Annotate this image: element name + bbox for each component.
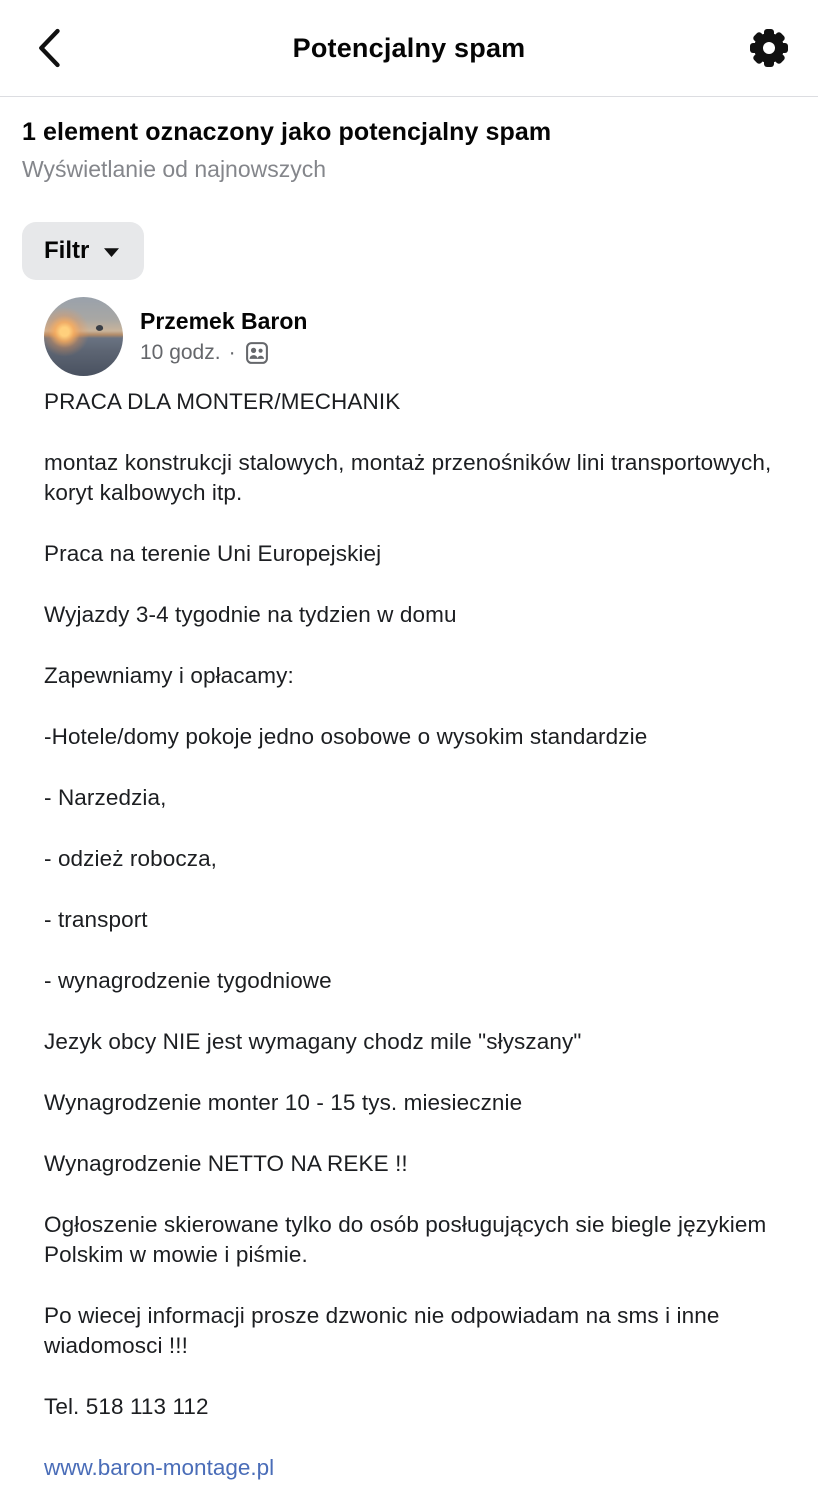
avatar[interactable] <box>44 297 123 376</box>
post-paragraph: Zapewniamy i opłacamy: <box>44 663 294 688</box>
post-paragraph: - odzież robocza, <box>44 846 218 871</box>
filter-button[interactable] <box>22 222 144 280</box>
summary-subtitle: Wyświetlanie od najnowszych <box>22 156 327 182</box>
post-paragraph: Ogłoszenie skierowane tylko do osób posługujących sie biegle językiem Polskim w mowie i piśmie. <box>44 1212 767 1267</box>
post-header-text <box>140 308 307 365</box>
post-paragraph: Wyjazdy 3-4 tygodnie na tydzien w domu <box>44 602 457 627</box>
post-paragraph: Wynagrodzenie NETTO NA REKE !! <box>44 1151 408 1176</box>
post-paragraph: montaz konstrukcji stalowych, montaż przenośników lini transportowych, koryt kalbowych itp. <box>44 450 772 505</box>
post-author-name[interactable]: Przemek Baron <box>140 308 308 334</box>
post-paragraph: Jezyk obcy NIE jest wymagany chodz mile "słyszany" <box>44 1029 582 1054</box>
filter-label: Filtr <box>44 237 90 264</box>
post-paragraph: - wynagrodzenie tygodniowe <box>44 968 332 993</box>
post-timestamp: 10 godz. <box>140 341 221 364</box>
post-body <box>44 387 792 1422</box>
gear-icon <box>749 28 789 68</box>
page-title: Potencjalny spam <box>292 32 526 63</box>
spam-post <box>44 297 792 1483</box>
post-paragraph: Praca na terenie Uni Europejskiej <box>44 541 382 566</box>
post-paragraph: - transport <box>44 907 148 932</box>
summary-title: 1 element oznaczony jako potencjalny spam <box>22 118 552 146</box>
chevron-left-icon <box>37 28 62 68</box>
post-paragraph: PRACA DLA MONTER/MECHANIK <box>44 389 401 414</box>
meta-separator: · <box>228 341 236 364</box>
caret-down-icon <box>103 247 120 258</box>
post-header <box>44 297 792 376</box>
post-paragraph: -Hotele/domy pokoje jedno osobowe o wysokim standardzie <box>44 724 648 749</box>
post-link[interactable]: www.baron-montage.pl <box>44 1455 275 1480</box>
summary-section <box>0 97 818 183</box>
friends-audience-icon <box>246 342 268 364</box>
post-meta <box>140 341 307 365</box>
app-bar <box>0 0 818 97</box>
back-button[interactable] <box>26 25 72 71</box>
post-paragraph: - Narzedzia, <box>44 785 167 810</box>
post-paragraph: Tel. 518 113 112 <box>44 1394 209 1419</box>
post-paragraph: Po wiecej informacji prosze dzwonic nie odpowiadam na sms i inne wiadomosci !!! <box>44 1303 720 1358</box>
settings-button[interactable] <box>746 25 792 71</box>
post-paragraph: Wynagrodzenie monter 10 - 15 tys. miesiecznie <box>44 1090 523 1115</box>
